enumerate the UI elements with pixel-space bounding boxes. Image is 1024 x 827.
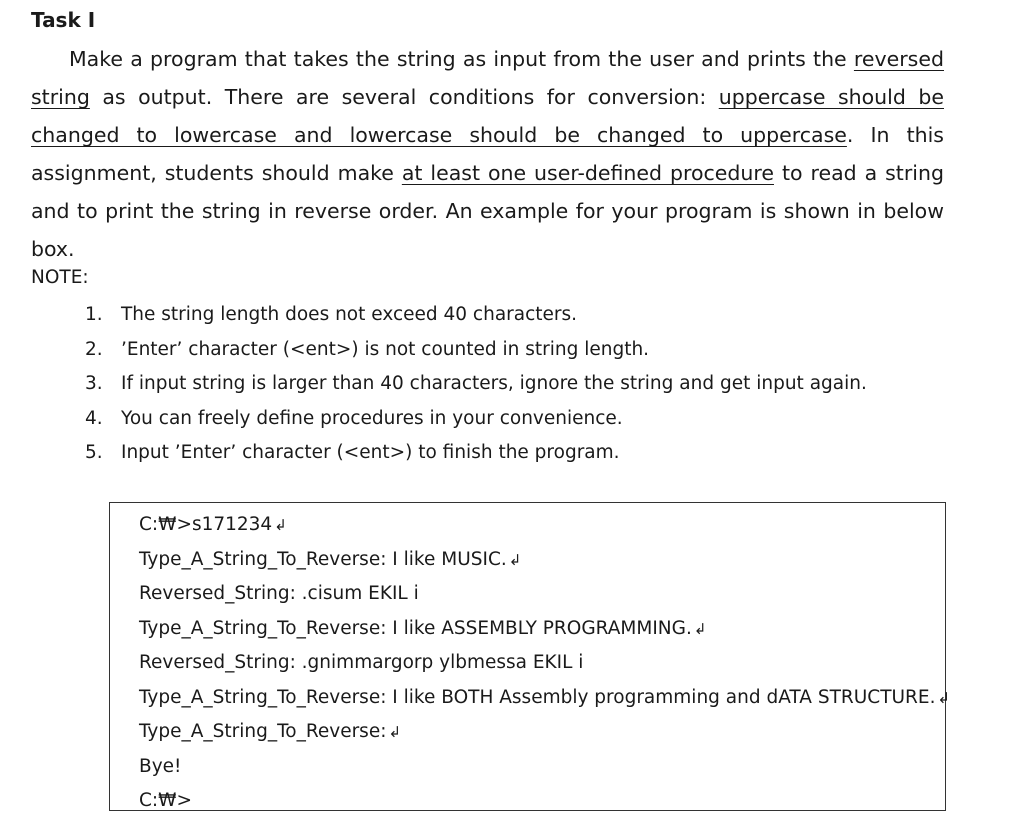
console-line-text: Type_A_String_To_Reverse: I like BOTH Assembly programming and dATA STRUCTURE. (139, 686, 936, 708)
console-line (139, 715, 950, 750)
enter-key-icon: ↲ (693, 619, 707, 638)
description-text-2: as output. There are several conditions for conversion: (89, 85, 719, 109)
note-item-text: ’Enter’ character (<ent>) is not counted in string length. (121, 338, 650, 360)
note-title: NOTE: (31, 267, 89, 288)
note-item-number: 1. (85, 304, 103, 325)
enter-key-icon: ↲ (508, 550, 522, 569)
note-item-number: 5. (85, 442, 103, 463)
console-line-text: Bye! (139, 755, 182, 777)
example-console-box (109, 502, 951, 811)
note-item-text: You can freely define procedures in your convenience. (121, 407, 623, 429)
console-line-text: Type_A_String_To_Reverse: I like MUSIC. (139, 548, 507, 570)
console-line (139, 784, 950, 819)
console-output (139, 508, 950, 819)
enter-key-icon: ↲ (937, 688, 951, 707)
console-line (139, 750, 950, 785)
description-text-4: to read a string and to print the string in reverse order. An example for your program is shown in below box. (31, 161, 944, 261)
enter-key-icon: ↲ (388, 723, 402, 741)
enter-key-icon: ↲ (274, 516, 287, 534)
task-title: Task I (31, 8, 96, 32)
note-item-number: 4. (85, 407, 103, 429)
underlined-user-defined-procedure: at least one user-defined procedure (401, 161, 774, 185)
task-description (31, 40, 944, 268)
console-line-text: Type_A_String_To_Reverse: (139, 721, 387, 742)
console-line (139, 612, 950, 647)
note-item (85, 369, 867, 404)
console-line (139, 508, 950, 543)
description-text-1: Make a program that takes the string as input from the user and prints the (69, 47, 854, 71)
note-item (85, 300, 867, 335)
underlined-case-conversion: uppercase should be changed to lowercase and lowercase should be changed to uppercase (31, 85, 944, 147)
note-item-number: 3. (85, 373, 103, 394)
note-item-text: If input string is larger than 40 characters, ignore the string and get input again. (121, 373, 867, 394)
console-line (139, 646, 950, 681)
note-item (85, 438, 867, 473)
console-line-text: C:₩> (139, 790, 192, 811)
note-item-number: 2. (85, 338, 103, 360)
note-item (85, 404, 867, 439)
console-line-text: Reversed_String: .cisum EKIL i (139, 583, 419, 604)
note-item-text: The string length does not exceed 40 characters. (121, 304, 578, 325)
console-line-text: C:₩>s171234 (139, 514, 273, 535)
console-line (139, 543, 950, 578)
underlined-reversed-string: reversed string (31, 47, 944, 109)
note-list (85, 300, 867, 473)
note-item (85, 335, 867, 370)
console-line-text: Type_A_String_To_Reverse: I like ASSEMBLY PROGRAMMING. (139, 617, 692, 639)
description-text-3: . In this assignment, students should make (31, 123, 944, 185)
console-line (139, 681, 950, 716)
console-line-text: Reversed_String: .gnimmargorp ylbmessa EKIL i (139, 652, 584, 673)
console-line (139, 577, 950, 612)
note-item-text: Input ’Enter’ character (<ent>) to finish the program. (121, 442, 620, 463)
